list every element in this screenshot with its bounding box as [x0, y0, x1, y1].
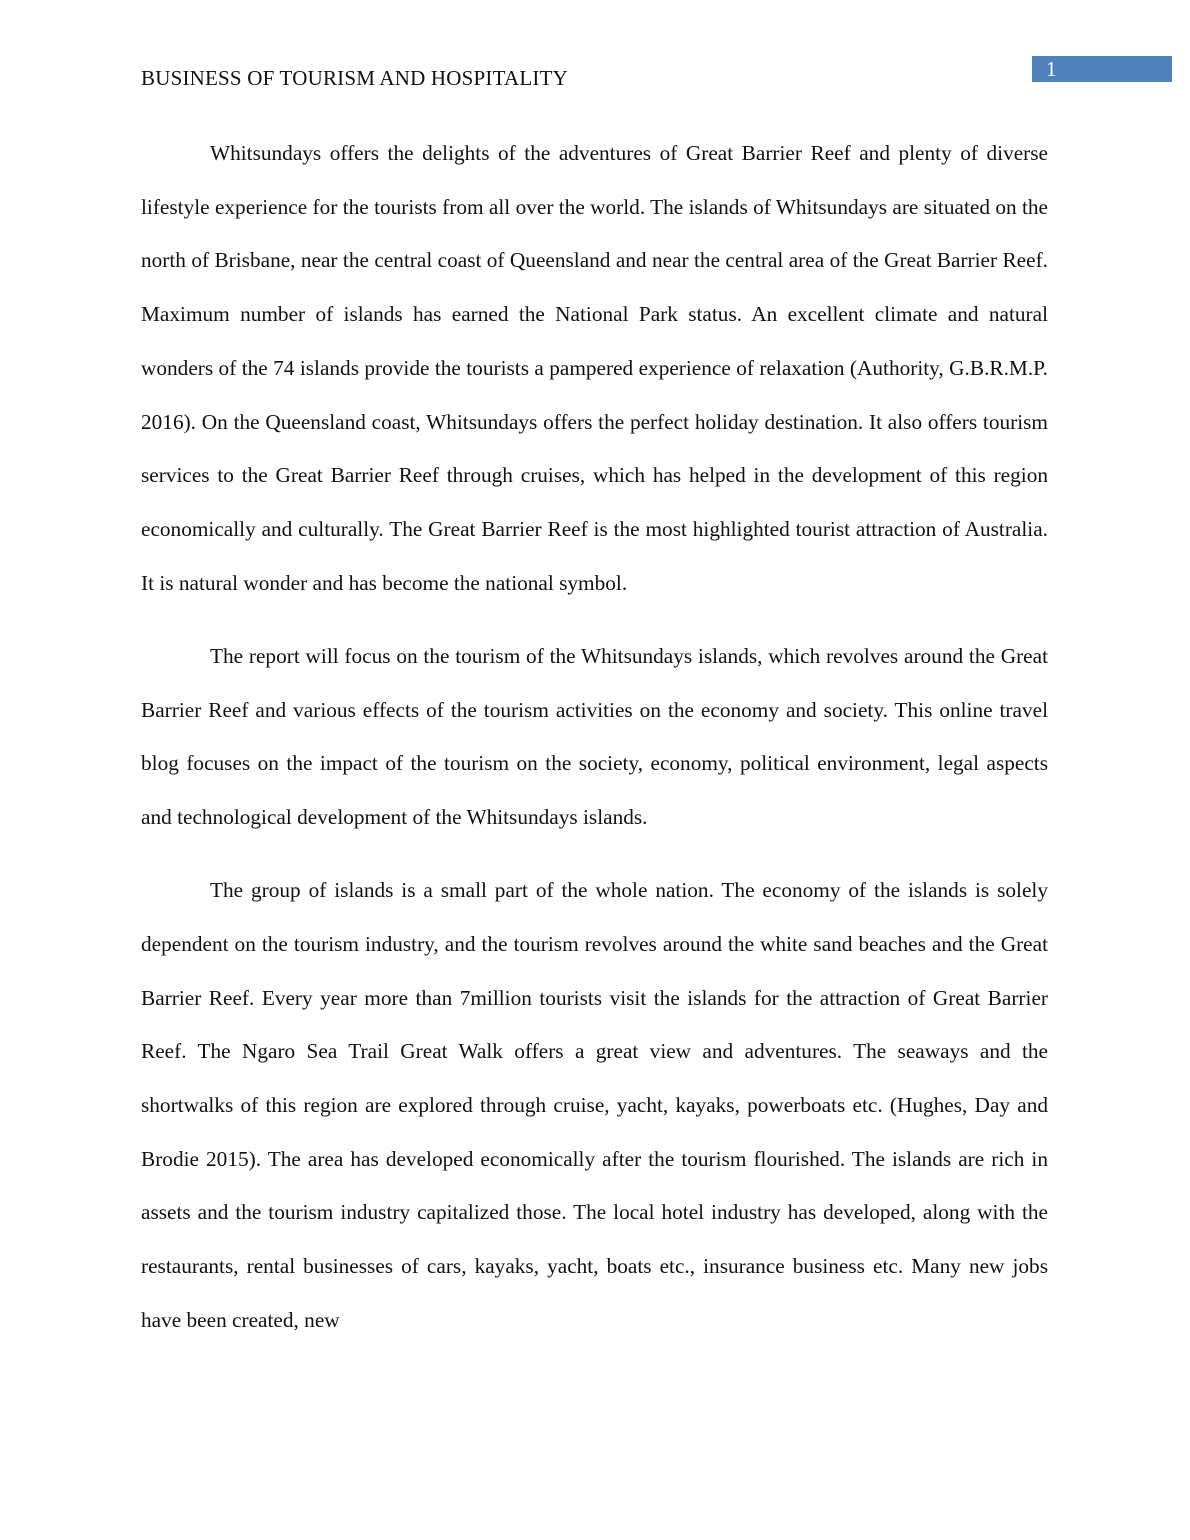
paragraph-introduction: Whitsundays offers the delights of the adventures of Great Barrier Reef and plenty of diverse lifestyle experience for the tourists from all over the world. The islands of Whitsundays are situated on the north of Brisbane, near the central coast of Queensland and near the central area of the Great Barrier Reef. Maximum number of islands has earned the National Park status. An excellent climate and natural wonders of the 74 islands provide the tourists a pampered experience of relaxation (Authority, G.B.R.M.P. 2016). On the Queensland coast, Whitsundays offers the perfect holiday destination. It also offers tourism services to the Great Barrier Reef through cruises, which has helped in the development of this region economically and culturally. The Great Barrier Reef is the most highlighted tourist attraction of Australia. It is natural wonder and has become the national symbol. [141, 141, 1048, 595]
paragraph-report-focus: The report will focus on the tourism of the Whitsundays islands, which revolves around the Great Barrier Reef and various effects of the tourism activities on the economy and society. This online travel blog focuses on the impact of the tourism on the society, economy, political environment, legal aspects and technological development of the Whitsundays islands. [141, 643, 1048, 829]
paragraph-economy: The group of islands is a small part of the whole nation. The economy of the islands is solely dependent on the tourism industry, and the tourism revolves around the white sand beaches and the Great Barrier Reef. Every year more than 7million tourists visit the islands for the attraction of Great Barrier Reef. The Ngaro Sea Trail Great Walk offers a great view and adventures. The seaways and the shortwalks of this region are explored through cruise, yacht, kayaks, powerboats etc. (Hughes, Day and Brodie 2015). The area has developed economically after the tourism flourished. The islands are rich in assets and the tourism industry capitalized those. The local hotel industry has developed, along with the restaurants, rental businesses of cars, kayaks, yacht, boats etc., insurance business etc. Many new jobs have been created, new [141, 878, 1048, 1332]
page-number: 1 [1046, 57, 1057, 81]
page-number-badge [1032, 56, 1172, 82]
document-body [141, 127, 1048, 1367]
running-header-title: BUSINESS OF TOURISM AND HOSPITALITY [141, 66, 568, 90]
